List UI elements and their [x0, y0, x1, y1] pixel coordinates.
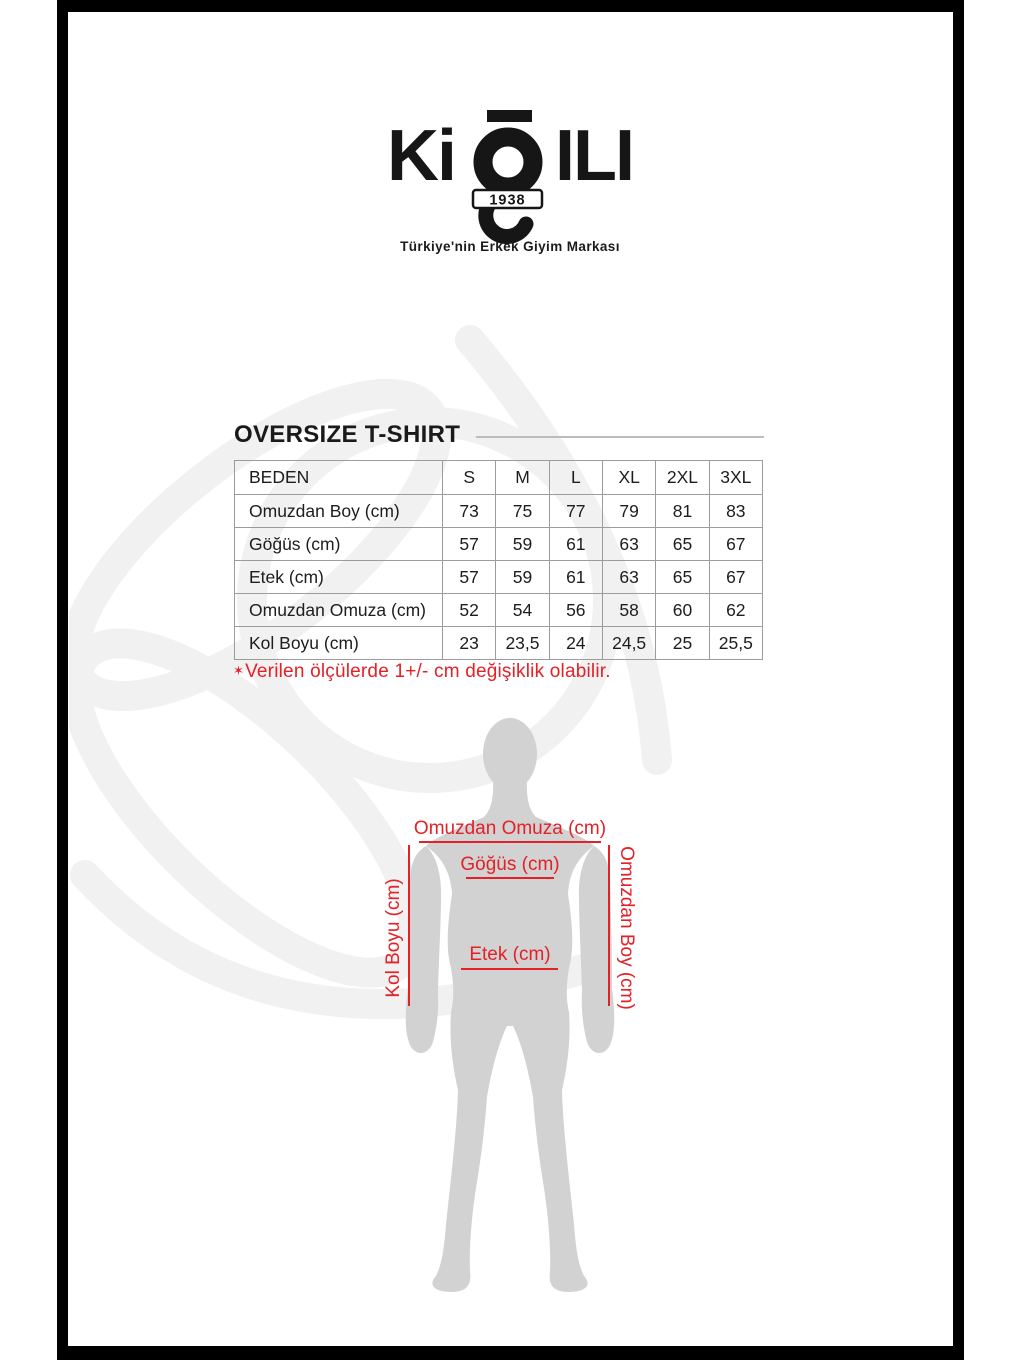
- measurement-value-cell: 25: [656, 627, 709, 660]
- label-shoulder-to-shoulder: Omuzdan Omuza (cm): [413, 818, 607, 839]
- measurement-value-cell: 24,5: [602, 627, 655, 660]
- measurement-value-cell: 24: [549, 627, 602, 660]
- line-shoulder-to-shoulder: [419, 841, 601, 843]
- measurement-value-cell: 73: [443, 495, 496, 528]
- column-header-size: XL: [602, 461, 655, 495]
- measurement-label-cell: Omuzdan Boy (cm): [235, 495, 443, 528]
- measurement-value-cell: 63: [602, 561, 655, 594]
- label-shoulder-length: Omuzdan Boy (cm): [616, 846, 637, 1010]
- size-table-head: [235, 461, 763, 495]
- measurement-value-cell: 65: [656, 528, 709, 561]
- column-header-size: 3XL: [709, 461, 762, 495]
- label-sleeve: Kol Boyu (cm): [383, 878, 404, 998]
- logo-g-icon: [471, 110, 545, 244]
- measurement-value-cell: 52: [443, 594, 496, 627]
- table-row: [235, 528, 763, 561]
- measurement-value-cell: 56: [549, 594, 602, 627]
- measurement-value-cell: 75: [496, 495, 549, 528]
- measurement-value-cell: 59: [496, 528, 549, 561]
- measurement-value-cell: 54: [496, 594, 549, 627]
- size-table-body: [235, 495, 763, 660]
- label-hem: Etek (cm): [469, 944, 551, 965]
- heading-rule: [476, 436, 764, 438]
- brand-tagline: Türkiye'nin Erkek Giyim Markası: [400, 239, 620, 254]
- table-row: [235, 495, 763, 528]
- measurement-value-cell: 57: [443, 528, 496, 561]
- measurement-value-cell: 61: [549, 528, 602, 561]
- measurement-value-cell: 57: [443, 561, 496, 594]
- column-header-size: L: [549, 461, 602, 495]
- measurement-value-cell: 59: [496, 561, 549, 594]
- logo-text-ili: ILI: [555, 116, 633, 196]
- measurement-value-cell: 83: [709, 495, 762, 528]
- label-chest: Göğüs (cm): [460, 854, 560, 875]
- brand-logo: [0, 110, 1020, 244]
- measurement-label-cell: Etek (cm): [235, 561, 443, 594]
- measurement-value-cell: 60: [656, 594, 709, 627]
- measurement-value-cell: 23: [443, 627, 496, 660]
- measurement-value-cell: 23,5: [496, 627, 549, 660]
- tolerance-note: [233, 661, 611, 683]
- measurement-value-cell: 79: [602, 495, 655, 528]
- line-chest: [466, 877, 554, 879]
- star-icon: ✶: [233, 663, 245, 678]
- section-heading: [234, 421, 764, 449]
- measurement-value-cell: 77: [549, 495, 602, 528]
- logo-year: 1938: [489, 192, 526, 209]
- measurement-label-cell: Kol Boyu (cm): [235, 627, 443, 660]
- column-header-size: 2XL: [656, 461, 709, 495]
- measurement-value-cell: 61: [549, 561, 602, 594]
- column-header-size: S: [443, 461, 496, 495]
- measurement-value-cell: 65: [656, 561, 709, 594]
- measurement-value-cell: 63: [602, 528, 655, 561]
- measurement-value-cell: 81: [656, 495, 709, 528]
- measurement-label-cell: Omuzdan Omuza (cm): [235, 594, 443, 627]
- body-silhouette: [380, 700, 640, 1300]
- measurement-value-cell: 58: [602, 594, 655, 627]
- measurement-value-cell: 25,5: [709, 627, 762, 660]
- column-header-beden: BEDEN: [235, 461, 443, 495]
- measurement-value-cell: 67: [709, 561, 762, 594]
- tolerance-note-text: Verilen ölçülerde 1+/- cm değişiklik olabilir.: [245, 661, 611, 682]
- size-table: [234, 460, 763, 660]
- table-row: [235, 627, 763, 660]
- measurement-value-cell: 62: [709, 594, 762, 627]
- logo-text-ki: Ki: [387, 116, 455, 196]
- table-row: [235, 561, 763, 594]
- measurement-value-cell: 67: [709, 528, 762, 561]
- column-header-size: M: [496, 461, 549, 495]
- page-title: OVERSIZE T-SHIRT: [234, 421, 461, 448]
- measurement-label-cell: Göğüs (cm): [235, 528, 443, 561]
- line-hem: [461, 968, 558, 970]
- table-row: [235, 594, 763, 627]
